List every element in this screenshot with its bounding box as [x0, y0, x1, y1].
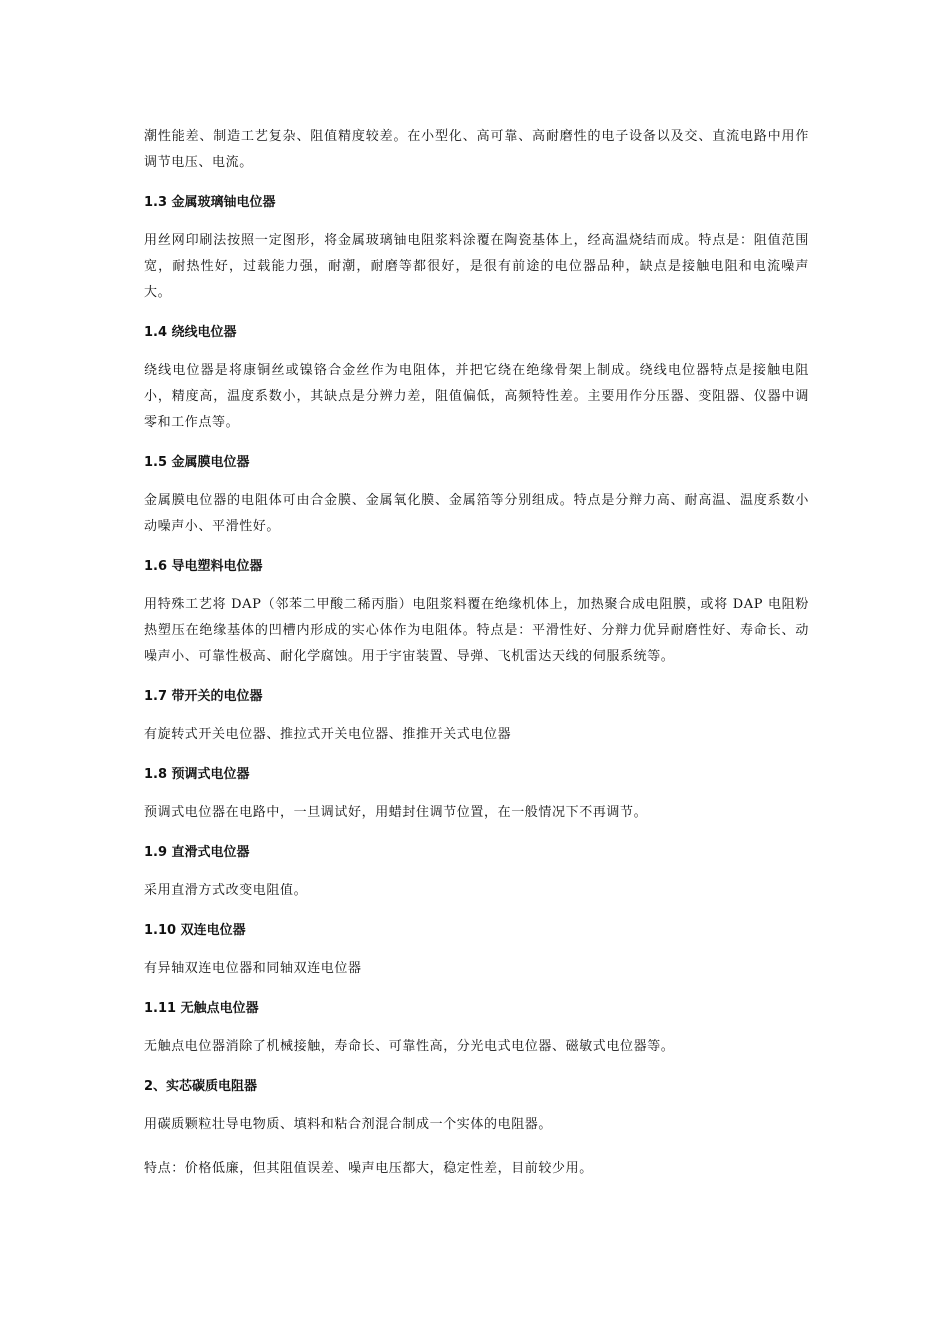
paragraph-1-3: 用丝网印刷法按照一定图形，将金属玻璃铀电阻浆料涂覆在陶瓷基体上，经高温烧结而成。特点是：阻值范围宽，耐热性好，过载能力强，耐潮，耐磨等都很好，是很有前途的电位器品种，缺点是接触电阻和电流噪声大。 — [144, 233, 809, 300]
paragraph-1-7: 有旋转式开关电位器、推拉式开关电位器、推推开关式电位器 — [144, 727, 512, 742]
paragraph-continuation: 潮性能差、制造工艺复杂、阻值精度较差。在小型化、高可靠、高耐磨性的电子设备以及交、直流电路中用作调节电压、电流。 — [144, 129, 809, 170]
document-page — [144, 124, 809, 1182]
section-heading-1-3: 1.3 金属玻璃铀电位器 — [144, 195, 276, 210]
section-heading-1-5: 1.5 金属膜电位器 — [144, 455, 250, 470]
section-heading-1-10: 1.10 双连电位器 — [144, 923, 246, 938]
section-heading-1-9: 1.9 直滑式电位器 — [144, 845, 250, 860]
section-heading-1-11: 1.11 无触点电位器 — [144, 1001, 259, 1016]
paragraph-1-4: 绕线电位器是将康铜丝或镍铬合金丝作为电阻体，并把它绕在绝缘骨架上制成。绕线电位器特点是接触电阻小，精度高，温度系数小，其缺点是分辨力差，阻值偏低，高频特性差。主要用作分压器、变阻器、仪器中调零和工作点等。 — [144, 363, 809, 430]
section-heading-1-6: 1.6 导电塑料电位器 — [144, 559, 263, 574]
section-heading-1-7: 1.7 带开关的电位器 — [144, 689, 263, 704]
paragraph-1-8: 预调式电位器在电路中，一旦调试好，用蜡封住调节位置，在一般情况下不再调节。 — [144, 805, 648, 820]
paragraph-2-description: 用碳质颗粒壮导电物质、填料和粘合剂混合制成一个实体的电阻器。 — [144, 1117, 553, 1132]
paragraph-1-6: 用特殊工艺将 DAP（邻苯二甲酸二稀丙脂）电阻浆料覆在绝缘机体上，加热聚合成电阻膜，或将 DAP 电阻粉热塑压在绝缘基体的凹槽内形成的实心体作为电阻体。特点是：平滑性好、分辩力优异耐磨性好、寿命长、动噪声小、可靠性极高、耐化学腐蚀。用于宇宙装置、导弹、飞机雷达天线的伺服系统等。 — [144, 597, 809, 664]
paragraph-1-9: 采用直滑方式改变电阻值。 — [144, 883, 308, 898]
paragraph-2-features: 特点：价格低廉，但其阻值误差、噪声电压都大，稳定性差，目前较少用。 — [144, 1161, 593, 1176]
section-heading-1-8: 1.8 预调式电位器 — [144, 767, 250, 782]
paragraph-1-11: 无触点电位器消除了机械接触，寿命长、可靠性高，分光电式电位器、磁敏式电位器等。 — [144, 1039, 675, 1054]
section-heading-1-4: 1.4 绕线电位器 — [144, 325, 237, 340]
paragraph-1-10: 有异轴双连电位器和同轴双连电位器 — [144, 961, 362, 976]
paragraph-1-5: 金属膜电位器的电阻体可由合金膜、金属氧化膜、金属箔等分别组成。特点是分辩力高、耐高温、温度系数小动噪声小、平滑性好。 — [144, 493, 809, 534]
section-heading-2: 2、实芯碳质电阻器 — [144, 1079, 258, 1094]
